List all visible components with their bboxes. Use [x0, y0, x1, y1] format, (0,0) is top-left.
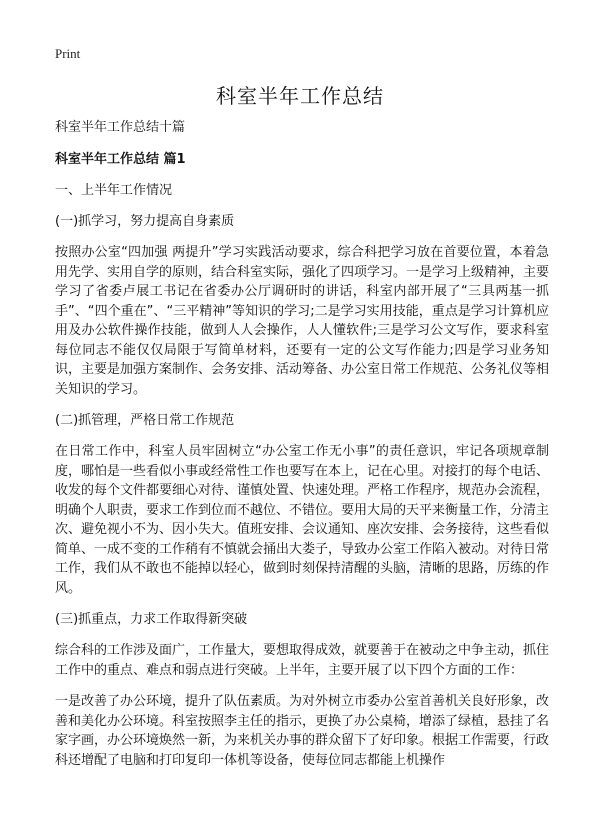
item-three-heading: (三)抓重点，力求工作取得新突破 — [55, 612, 248, 627]
item-two-heading: (二)抓管理，严格日常工作规范 — [55, 413, 235, 428]
page-title: 科室半年工作总结 — [216, 84, 384, 108]
item-two-paragraph: 在日常工作中，科室人员牢固树立“办公室工作无小事”的责任意识，牢记各项规章制度，哪怕是一些看似小事或经常性工作也要写在本上，记在心里。对接打的每个电话、收发的每个文件都要细心对待、谨慎处置、快速处理。严格工作程序，规范办会流程，明确个人职责，要求工作到位而不越位、不错位。要用大局的天平来衡量工作，分清主次、避免视小不为、因小失大。值班安排、会议通知、座次安排、会务接待，这些看似简单、一成不变的工作稍有不慎就会捅出大娄子，导致办公室工作陷入被动。对待日常工作，我们从不敢也不能掉以轻心，做到时刻保持清醒的头脑，清晰的思路，厉练的作风。 — [55, 444, 550, 596]
document-subtitle: 科室半年工作总结十篇 — [55, 120, 186, 135]
item-one-heading: (一)抓学习，努力提高自身素质 — [55, 214, 235, 229]
document-body — [55, 118, 549, 782]
item-one-paragraph: 按照办公室“四加强 两提升”学习实践活动要求，综合科把学习放在首要位置，本着急用先学、实用自学的原则，结合科室实际，强化了四项学习。一是学习上级精神，主要学习了省委卢展工书记在省委办公厅调研时的讲话，科室内部开展了“三具两基一抓手”、“四个重在”、“三平精神”等知识的学习;二是学习实用技能，重点是学习计算机应用及办公软件操作技能，做到人人会操作，人人懂软件;三是学习公文写作，要求科室每位同志不能仅仅局限于写简单材料，还要有一定的公文写作能力;四是学习业务知识，主要是加强方案制作、会务安排、活动筹备、办公室日常工作规范、公务礼仪等相关知识的学习。 — [55, 245, 550, 397]
print-link[interactable]: Print — [55, 46, 81, 61]
section-heading: 科室半年工作总结 篇1 — [55, 152, 186, 167]
point-one-paragraph: 一是改善了办公环境，提升了队伍素质。为对外树立市委办公室首善机关良好形象，改善和美化办公环境。科室按照李主任的指示，更换了办公桌椅，增添了绿植，悬挂了名家字画，办公环境焕然一新，为来机关办事的群众留下了好印象。根据工作需要，行政科还增配了电脑和打印复印一体机等设备，使每位同志都能上机操作 — [55, 694, 550, 768]
item-three-paragraph: 综合科的工作涉及面广，工作量大，要想取得成效，就要善于在被动之中争主动，抓住工作中的重点、难点和弱点进行突破。上半年，主要开展了以下四个方面的工作： — [55, 643, 550, 678]
part-heading: 一、上半年工作情况 — [55, 183, 173, 198]
